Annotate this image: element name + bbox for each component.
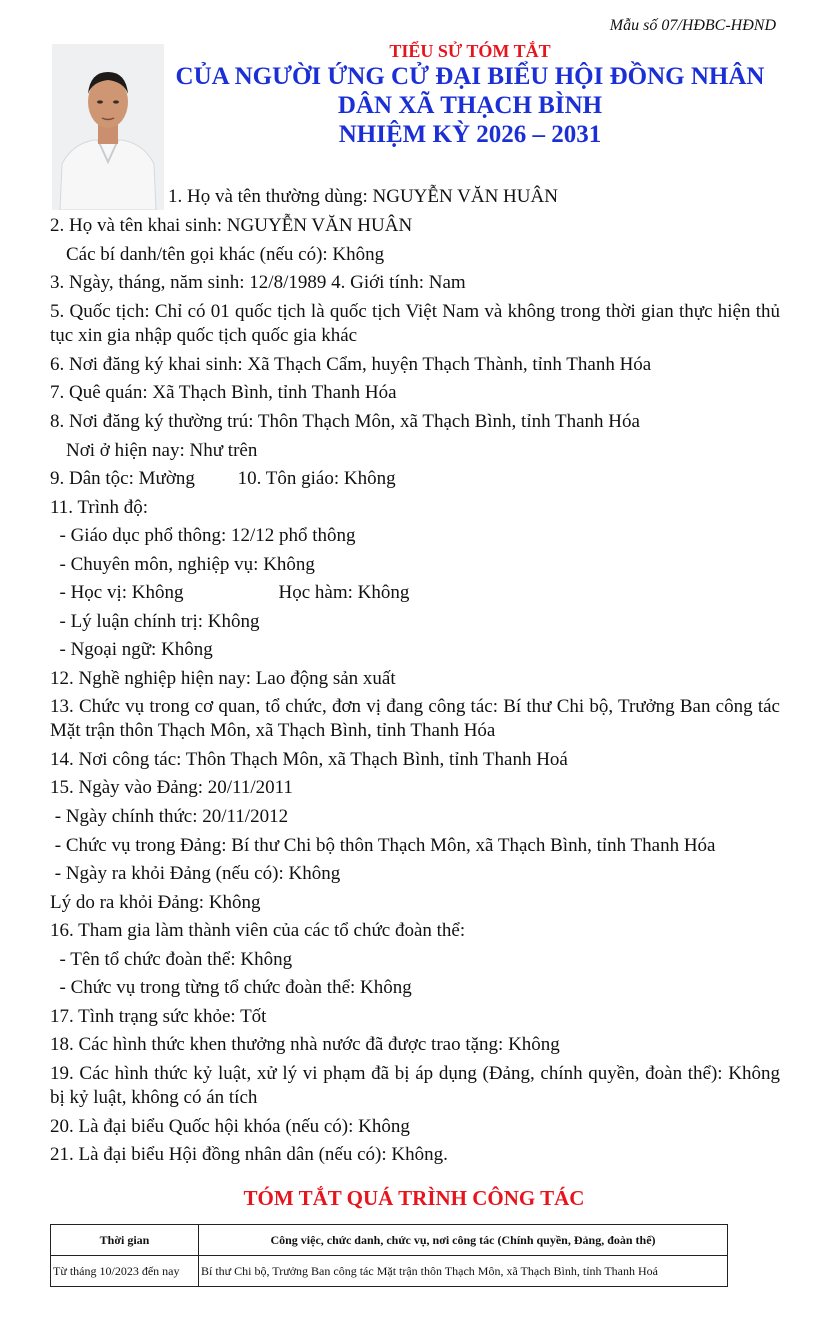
title-line-4: NHIỆM KỲ 2026 – 2031 <box>338 121 602 148</box>
field-political-theory: - Lý luận chính trị: Không <box>50 611 260 632</box>
field-position: 13. Chức vụ trong cơ quan, tổ chức, đơn vị đang công tác: Bí thư Chi bộ, Trưởng Ban công tác Mặt trận thôn Thạch Môn, xã Thạch Bình, tỉnh Thanh Hóa <box>50 696 780 741</box>
field-degree-title: - Học vị: Không Học hàm: Không <box>50 582 410 603</box>
field-hometown: 7. Quê quán: Xã Thạch Bình, tỉnh Thanh Hóa <box>50 382 397 403</box>
field-organizations-heading: 16. Tham gia làm thành viên của các tổ chức đoàn thể: <box>50 920 466 941</box>
work-history-table <box>50 1224 728 1287</box>
field-party-official-date: - Ngày chính thức: 20/11/2012 <box>50 806 289 827</box>
field-ethnicity-religion: 9. Dân tộc: Mường 10. Tôn giáo: Không <box>50 468 396 489</box>
document-title <box>150 40 790 149</box>
field-permanent-residence: 8. Nơi đăng ký thường trú: Thôn Thạch Môn, xã Thạch Bình, tỉnh Thanh Hóa <box>50 411 640 432</box>
field-occupation: 12. Nghề nghiệp hiện nay: Lao động sản xuất <box>50 668 396 689</box>
title-line-1: TIỂU SỬ TÓM TẮT <box>389 41 551 61</box>
table-header-duties: Công việc, chức danh, chức vụ, nơi công tác (Chính quyền, Đảng, đoàn thể) <box>199 1225 728 1256</box>
field-current-residence: Nơi ở hiện nay: Như trên <box>66 440 258 461</box>
field-workplace: 14. Nơi công tác: Thôn Thạch Môn, xã Thạch Bình, tỉnh Thanh Hoá <box>50 749 568 770</box>
field-birth-name: 2. Họ và tên khai sinh: NGUYỄN VĂN HUÂN <box>50 215 413 236</box>
portrait-photo <box>52 44 164 210</box>
field-professional: - Chuyên môn, nghiệp vụ: Không <box>50 554 315 575</box>
table-cell-time: Từ tháng 10/2023 đến nay <box>51 1256 199 1287</box>
work-history-title: TÓM TẮT QUÁ TRÌNH CÔNG TÁC <box>243 1186 585 1210</box>
table-header-row <box>51 1225 728 1256</box>
field-health: 17. Tình trạng sức khỏe: Tốt <box>50 1006 267 1027</box>
table-row <box>51 1256 728 1287</box>
field-dob-gender: 3. Ngày, tháng, năm sinh: 12/8/1989 4. Giới tính: Nam <box>50 272 466 293</box>
field-discipline: 19. Các hình thức kỷ luật, xử lý vi phạm đã bị áp dụng (Đảng, chính quyền, đoàn thể): Không bị kỷ luật, không có án tích <box>50 1063 780 1108</box>
table-header-time: Thời gian <box>51 1225 199 1256</box>
title-line-2: CỦA NGƯỜI ỨNG CỬ ĐẠI BIỂU HỘI ĐỒNG NHÂN <box>175 63 765 90</box>
field-common-name: 1. Họ và tên thường dùng: NGUYỄN VĂN HUÂN <box>168 186 558 207</box>
field-aliases: Các bí danh/tên gọi khác (nếu có): Không <box>66 244 385 265</box>
field-foreign-language: - Ngoại ngữ: Không <box>50 639 213 660</box>
title-line-3: DÂN XÃ THẠCH BÌNH <box>337 92 603 119</box>
field-nationality: 5. Quốc tịch: Chỉ có 01 quốc tịch là quốc tịch Việt Nam và không trong thời gian thực hiện thủ tục xin gia nhập quốc tịch quốc gia khác <box>50 301 780 346</box>
field-organization-role: - Chức vụ trong từng tổ chức đoàn thể: Không <box>50 977 412 998</box>
field-birth-registration: 6. Nơi đăng ký khai sinh: Xã Thạch Cẩm, huyện Thạch Thành, tỉnh Thanh Hóa <box>50 354 652 375</box>
field-national-assembly: 20. Là đại biểu Quốc hội khóa (nếu có): Không <box>50 1116 410 1137</box>
field-organization-name: - Tên tổ chức đoàn thể: Không <box>50 949 293 970</box>
form-number: Mẫu số 07/HĐBC-HĐND <box>609 17 776 34</box>
table-cell-duties: Bí thư Chi bộ, Trưởng Ban công tác Mặt trận thôn Thạch Môn, xã Thạch Bình, tỉnh Thanh Hoá <box>199 1256 728 1287</box>
field-party-position: - Chức vụ trong Đảng: Bí thư Chi bộ thôn Thạch Môn, xã Thạch Bình, tỉnh Thanh Hóa <box>50 835 716 856</box>
field-education-heading: 11. Trình độ: <box>50 497 149 518</box>
field-general-education: - Giáo dục phổ thông: 12/12 phổ thông <box>50 525 356 546</box>
field-awards: 18. Các hình thức khen thưởng nhà nước đã được trao tặng: Không <box>50 1034 560 1055</box>
field-peoples-council: 21. Là đại biểu Hội đồng nhân dân (nếu có): Không. <box>50 1144 448 1165</box>
field-party-join-date: 15. Ngày vào Đảng: 20/11/2011 <box>50 777 293 798</box>
field-party-exit-reason: Lý do ra khỏi Đảng: Không <box>50 892 261 913</box>
field-party-exit-date: - Ngày ra khỏi Đảng (nếu có): Không <box>50 863 341 884</box>
